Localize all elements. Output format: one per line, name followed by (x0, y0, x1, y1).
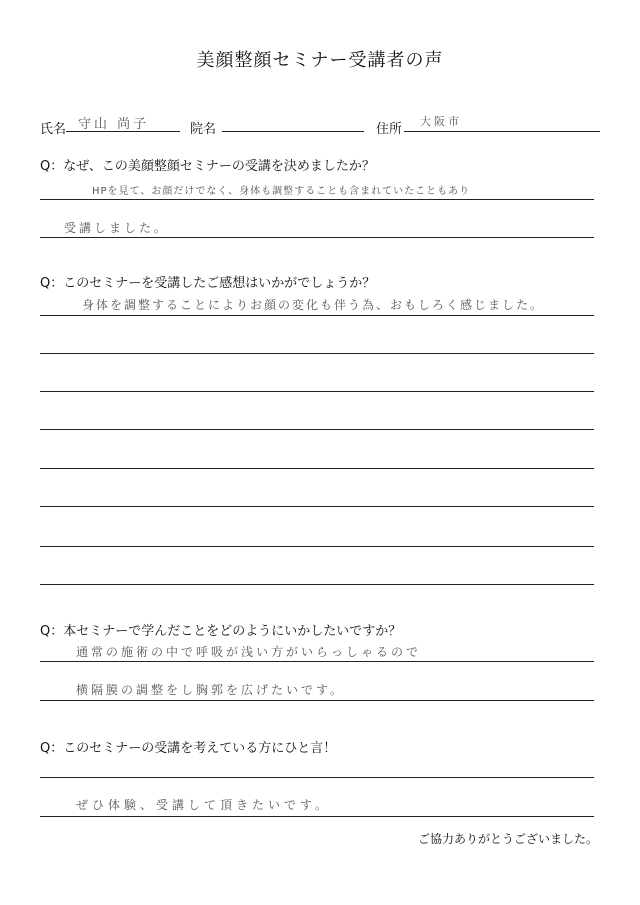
name-label: 氏名 (40, 122, 67, 137)
answer-rule (40, 584, 594, 585)
answer-rule (40, 353, 594, 354)
answer-rule (40, 315, 594, 316)
question-3: Q：本セミナーで学んだことをどのようにいかしたいですか？ (40, 624, 402, 639)
clinic-line (222, 131, 364, 132)
answer-rule (40, 391, 594, 392)
clinic-label: 院名 (190, 122, 217, 137)
answer-1-line-2: 受講しました。 (64, 221, 170, 235)
name-line (66, 131, 180, 132)
answer-3-line-1: 通常の施術の中で呼吸が浅い方がいらっしゃるので (76, 645, 422, 659)
answer-rule (40, 546, 594, 547)
address-line (404, 131, 600, 132)
thanks-message: ご協力ありがとうございました。 (418, 832, 599, 846)
address-label: 住所 (376, 122, 403, 137)
question-1: Q：なぜ、この美顔整顔セミナーの受講を決めましたか？ (40, 159, 375, 174)
answer-rule (40, 777, 594, 778)
question-2: Q：このセミナーを受講したご感想はいかがでしょうか？ (40, 276, 376, 291)
answer-3-line-2: 横隔膜の調整をし胸郭を広げたいです。 (76, 683, 346, 697)
answer-rule (40, 700, 594, 701)
name-value: 守山 尚子 (78, 117, 150, 132)
answer-rule (40, 661, 594, 662)
answer-rule (40, 237, 594, 238)
answer-rule (40, 506, 594, 507)
address-value: 大阪市 (420, 115, 462, 128)
question-4: Q：このセミナーの受講を考えている方にひと言！ (40, 741, 337, 756)
answer-4-line-2: ぜひ体験、受講して頂きたいです。 (76, 798, 332, 812)
answer-rule (40, 816, 594, 817)
answer-rule (40, 199, 594, 200)
answer-rule (40, 468, 594, 469)
page-title: 美顔整顔セミナー受講者の声 (196, 50, 444, 71)
answer-1-line-1: HPを見て、お顔だけでなく、身体も調整することも含まれていたこともあり (92, 186, 471, 197)
answer-2-line-1: 身体を調整することによりお顔の変化も伴う為、おもしろく感じました。 (82, 298, 545, 312)
answer-rule (40, 429, 594, 430)
